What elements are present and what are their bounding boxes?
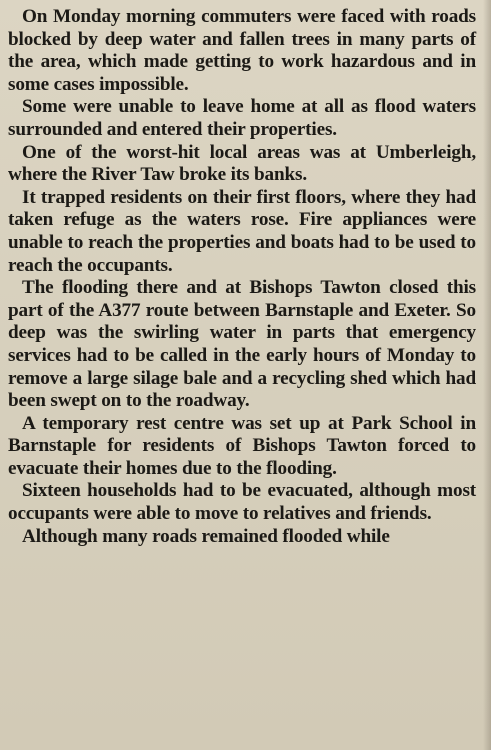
paragraph-trapped-residents: It trapped residents on their first floors, where they had taken refuge as the waters rose. Fire appliances were unable to reach the properties and boats had to be used to reach the occupants. bbox=[8, 186, 476, 276]
paragraph-rest-centre: A temporary rest centre was set up at Park School in Barnstaple for residents of Bishops Tawton forced to evacuate their homes due to the flooding. bbox=[8, 412, 476, 479]
paragraph-umberleigh: One of the worst-hit local areas was at Umberleigh, where the River Taw broke its banks. bbox=[8, 141, 476, 186]
paragraph-unable-to-leave: Some were unable to leave home at all as flood waters surrounded and entered their properties. bbox=[8, 96, 476, 140]
cut-off-text-line: Although many roads remained flooded while bbox=[22, 525, 390, 547]
paragraph-a377-closed: The flooding there and at Bishops Tawton closed this part of the A377 route between Barnstaple and Exeter. So deep was the swirling water in parts that emergency services had to be called in the early hours of Monday to remove a large silage bale and a recycling shed which had been swept on to the roadway. bbox=[8, 277, 476, 412]
paragraph-sixteen-households: Sixteen households had to be evacuated, although most occupants were able to move to relatives and friends. bbox=[8, 480, 476, 525]
paragraph-commuters: On Monday morning commuters were faced with roads blocked by deep water and fallen trees in many parts of the area, which made getting to work hazardous and in some cases impossible. bbox=[8, 6, 476, 95]
article-column bbox=[8, 6, 476, 547]
page-edge-shadow bbox=[483, 0, 491, 750]
